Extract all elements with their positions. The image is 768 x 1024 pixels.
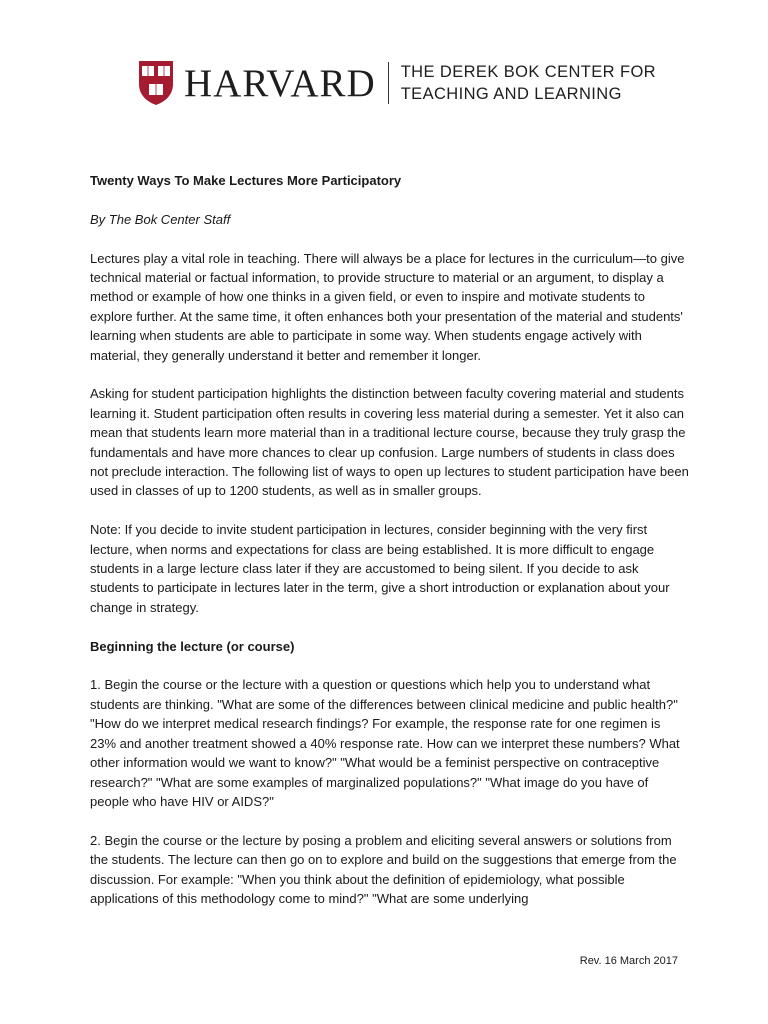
intro-paragraph-1: Lectures play a vital role in teaching. There will always be a place for lectures in the curriculum—to give technical material or factual information, to provide structure to material or an argument, to display a method or example of how one thinks in a given field, or even to inspire and motivate students to explore further. At the same time, it often enhances both your presentation of the material and students' learning when students are able to participate in some way. When students engage actively with material, they generally understand it better and remember it longer. xyxy=(90,250,685,363)
document-title: Twenty Ways To Make Lectures More Participatory xyxy=(90,173,402,188)
center-name-line-2: TEACHING AND LEARNING xyxy=(400,85,622,103)
list-item-1: 1. Begin the course or the lecture with a question or questions which help you to understand what students are thinking. "What are some of the differences between clinical medicine and public health?" "How do we interpret medical research findings? For example, the response rate for one regimen is 23% and another treatment showed a 40% response rate. How can we interpret these numbers? What other information would we want to know?" "What would be a feminist perspective on contraceptive research?" "What are some examples of marginalized populations?" "What image do you have of people who have HIV or AIDS?" xyxy=(90,677,680,809)
harvard-wordmark: HARVARD xyxy=(184,61,376,105)
note-paragraph: Note: If you decide to invite student participation in lectures, consider beginning with the very first lecture, when norms and expectations for class are being established. It is more difficult to engage students in a large lecture class later if they are accustomed to being silent. If you decide to ask students to participate in lectures later in the term, give a short introduction or explanation about your change in strategy. xyxy=(90,522,670,615)
page-header xyxy=(138,58,656,108)
section-heading: Beginning the lecture (or course) xyxy=(90,638,295,654)
document-body xyxy=(90,171,690,928)
header-divider xyxy=(388,62,389,104)
center-name-line-1: THE DEREK BOK CENTER FOR xyxy=(400,63,656,81)
list-item-2: 2. Begin the course or the lecture by posing a problem and eliciting several answers or solutions from the students. The lecture can then go on to explore and build on the suggestions that emerge from the discussion. For example: "When you think about the definition of epidemiology, what possible applications of this methodology come to mind?" "What are some underlying xyxy=(90,832,677,906)
document-byline: By The Bok Center Staff xyxy=(90,211,231,227)
center-name xyxy=(401,61,656,105)
intro-paragraph-2: Asking for student participation highlights the distinction between faculty covering material and students learning it. Student participation often results in covering less material during a semester. Yet it also can mean that students learn more material than in a traditional lecture course, because they truly grasp the fundamentals and have more chances to clear up confusion. Large numbers of students in class does not preclude interaction. The following list of ways to open up lectures to student participation have been used in classes of up to 1200 students, as well as in smaller groups. xyxy=(90,386,689,499)
harvard-shield-icon xyxy=(138,60,174,106)
revision-date: Rev. 16 March 2017 xyxy=(579,955,678,967)
